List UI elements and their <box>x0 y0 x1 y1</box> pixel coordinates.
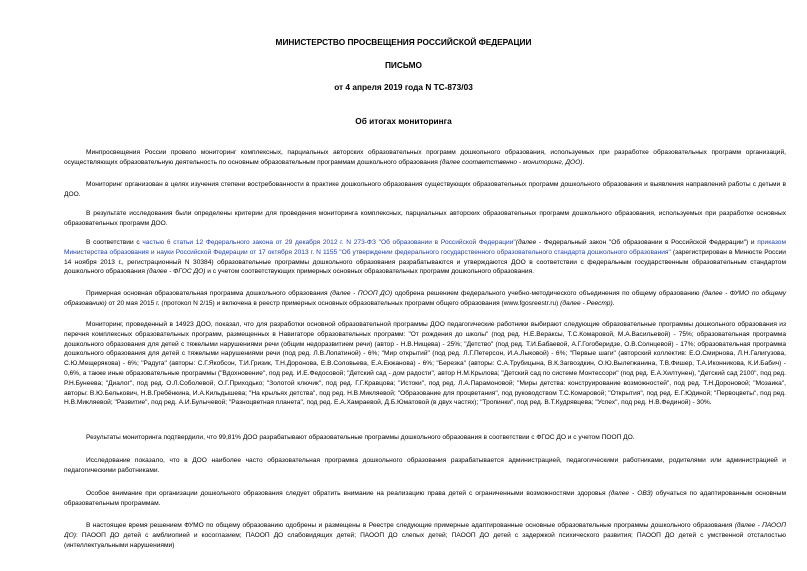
ministry-title: МИНИСТЕРСТВО ПРОСВЕЩЕНИЯ РОССИЙСКОЙ ФЕДЕРАЦИИ <box>275 37 532 47</box>
paragraph-2: Мониторинг организован в целях изучения степени востребованности в практике дошкольного образования существующих образовательных программ дошкольного образования и выявления направлений работы с детьми в ДОО. <box>64 181 786 198</box>
document-type: ПИСЬМО <box>384 60 423 70</box>
document-subject: Об итогах мониторинга <box>355 116 452 126</box>
paragraph-10: В настоящее время решением ФУМО по общему образованию одобрены и размещены в Реестре следующие примерные адаптированные основные образовательные программы дошкольного образования (далее - ПАООП ДО): ПАООП ДО детей с амблиопией и косоглазием; ПАООП ДО слабовидящих детей; ПАООП ДО слепых детей; ПАООП ДО детей с задержкой психического развития; ПАООП ДО детей с умственной отсталостью (интеллектуальными нарушениями) <box>64 522 786 549</box>
paragraph-8: Исследование показало, что в ДОО наиболее часто образовательная программа дошкольного образования разрабатывается администрацией, педагогическими работниками, родителями или администрацией и педагогическими работниками. <box>64 457 786 474</box>
paragraph-5: Примерная основная образовательная программа дошкольного образования (далее - ПООП ДО) одобрена решением федерального учебно-методического объединения по общему образованию (далее - ФУМО по общему образованию) от 20 мая 2015 г. (протокол N 2/15) и включена в реестр примерных основных образовательных программ общего образования (www.fgosreestr.ru) (далее - Реестр). <box>64 290 786 307</box>
paragraph-3: В результате исследования были определены критерии для проведения мониторинга комплексных, парциальных авторских образовательных программ дошкольного образования, используемых при разработке основных образовательных программ ДОО. <box>64 210 786 227</box>
paragraph-9: Особое внимание при организации дошкольного образования следует обратить внимание на реализацию права детей с ограниченными возможностями здоровья (далее - ОВЗ) обучаться по адаптированным основным образовательным программам. <box>64 490 786 507</box>
paragraph-4: В соответствии с частью 6 статьи 12 Федерального закона от 29 декабря 2012 г. N 273-ФЗ "Об образовании в Российской Федерации"(далее - Федеральный закон "Об образовании в Российской Федерации") и приказом Министерства образования и науки Российской Федерации от 17 октября 2013 г. N 1155 "Об утверждении федерального государственного образовательного стандарта дошкольного образования" (зарегистрирован в Минюсте России 14 ноября 2013 г., регистрационный N 30384) образовательные программы дошкольного образования разрабатываются и утверждаются ДОО в соответствии с федеральным государственным образовательным стандартом дошкольного образования (далее - ФГОС ДО) и с учетом соответствующих примерных основных образовательных программ дошкольного образования. <box>64 239 786 276</box>
paragraph-1: Минпросвещения России провело мониторинг комплексных, парциальных авторских образовательных программ дошкольного образования, используемых при разработке образовательных программ организаций, осуществляющих образовательную деятельность по основным образовательным программам дошкольного образования (далее соответственно - мониторинг, ДОО). <box>64 149 786 166</box>
document-date-number: от 4 апреля 2019 года N ТС-873/03 <box>334 82 473 92</box>
paragraph-6: Мониторинг, проведенный в 14923 ДОО, показал, что для разработки основной образовательной программы ДОО педагогические работники выбирают следующие образовательные программы дошкольного образования из перечня комплексных образовательных программ, размещенных в Навигаторе образовательных программ: "От рождения до школы" (под ред. Н.Е.Вераксы, Т.С.Комаровой, М.А.Васильевой) - 75%; образовательная программа дошкольного образования для детей с тяжелыми нарушениями речи (общим недоразвитием речи) (автор - Н.В.Нищева) - 25%; "Детство" (под ред. Т.И.Бабаевой, А.Г.Гогоберидзе, О.В.Солнцевой) - 17%; образовательная программа дошкольного образования для детей с тяжелыми нарушениями речи (под ред. Л.В.Лопатиной) - 6%; "Мир открытий" (под ред. Л.Г.Петерсон, И.А.Лыковой) - 6%; "Первые шаги" (авторский коллектив: Е.О.Смирнова, Л.Н.Галигузова, С.Ю.Мещерякова) - 6%; "Радуга" (авторы: С.Г.Якобсон, Т.И.Гризик, Т.Н.Доронова, Е.В.Соловьева, Е.А.Екжанова) - 6%; "Березка" (авторы: С.А.Трубицына, В.К.Загвоздкин, О.Ю.Вылегжанина, Т.В.Фишер, Т.А.Иконникова, К.И.Бабич) - 0,6%, а также иные образовательные программы ("Вдохновение", под ред. И.Е.Федосовой; "Детский сад - дом радости", автор Н.М.Крылова; "Детский сад по системе Монтессори" (под ред. Е.А.Хилтунен), "Детский сад 2100", под ред. Р.Н.Бунеева; "Диалог", под ред. О.Л.Соболевой, О.Г.Приходько; "Золотой ключик", под ред. Г.Г.Кравцова; "Истоки", под ред. Л.А.Парамоновой; "Миры детства: конструирование возможностей", под ред. Т.Н.Дороновой; "Мозаика", авторы: В.Ю.Белькович, Н.В.Гребёнкина, И.А.Кильдышева; "На крыльях детства", под ред. Н.В.Микляевой; "Образование для процветания", под руководством Т.С.Комаровой; "Открытия", под ред. Е.Г.Юдиной; "Первоцветы", под ред. Н.В.Микляевой; "Развитие", под ред. А.И.Булычевой; "Разноцветная планета", под ред. Е.А.Хамраевой, Д.Б.Юматовой (в двух частях); "Тропинки", под ред. В.Т.Кудрявцева; "Успех", под ред. Н.В.Фединой) - 30%. <box>64 321 786 407</box>
law-273-fz-link[interactable]: частью 6 статьи 12 Федерального закона от 29 декабря 2012 г. N 273-ФЗ "Об образовании в Российской Федерации" <box>142 239 516 246</box>
order-1155-link[interactable]: приказом Министерства образования и науки Российской Федерации от 17 октября 2013 г. N 1155 "Об утверждении федерального государственного образовательного стандарта дошкольного образования" <box>64 239 786 256</box>
paragraph-7: Результаты мониторинга подтвердили, что 99,81% ДОО разрабатывают образовательные программы дошкольного образования в соответствии с ФГОС ДО и с учетом ПООП ДО. <box>86 434 635 441</box>
